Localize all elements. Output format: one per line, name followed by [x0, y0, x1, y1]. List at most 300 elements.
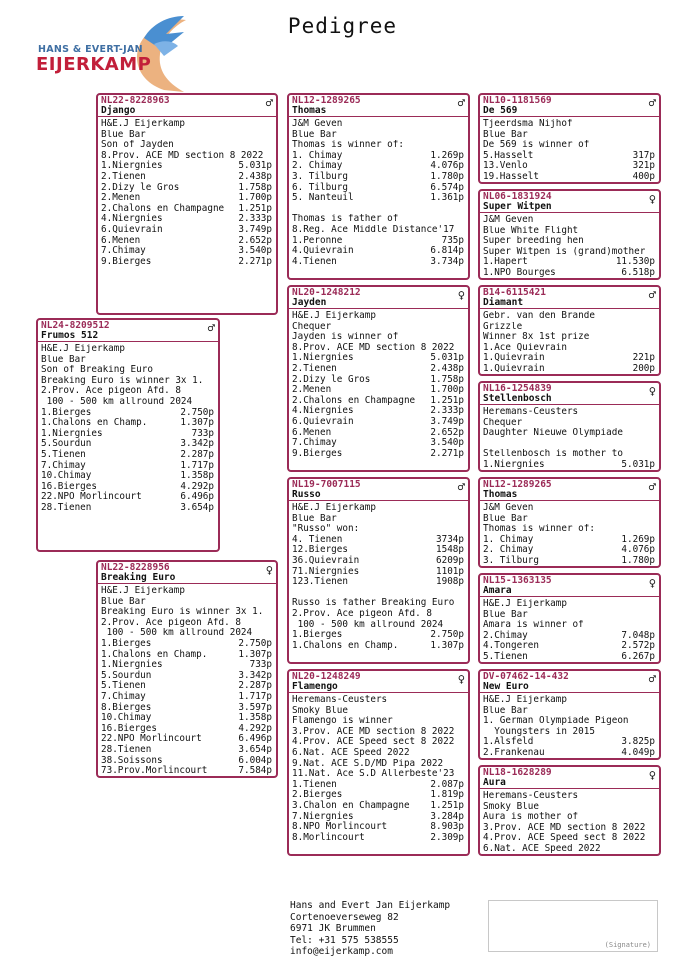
card-header — [480, 95, 659, 117]
race-name: 1.Hapert — [483, 256, 528, 268]
race-prize: 2.309p — [430, 831, 464, 843]
info-line: Blue Bar — [483, 609, 528, 620]
race-name: 2.Menen — [292, 384, 332, 396]
result-row — [483, 748, 655, 759]
race-name: 28.Tienen — [101, 743, 152, 755]
pigeon-name: Thomas — [292, 105, 327, 116]
info-line: 100 - 500 km allround 2024 — [292, 619, 444, 630]
signature-label: (Signature) — [604, 941, 651, 949]
race-prize: 1.819p — [430, 789, 464, 801]
sex-symbol-icon: ♂ — [648, 480, 656, 494]
pedigree-card-breaking-euro — [96, 560, 278, 778]
info-line: Thomas is winner of: — [483, 524, 595, 535]
race-name: 2.Dizy le Gros — [292, 373, 371, 385]
race-name: 4.Quievrain — [292, 245, 354, 257]
race-prize: 3.654p — [238, 743, 272, 755]
info-line: 1.Ace Quievrain — [483, 342, 567, 353]
info-line: Son of Breaking Euro — [41, 365, 153, 376]
ring-number: NL06-1831924 — [483, 191, 552, 202]
race-prize: 2.652p — [238, 234, 272, 246]
race-name: 5.Tienen — [101, 680, 146, 692]
race-prize: 1.251p — [430, 799, 464, 811]
card-body — [289, 309, 468, 461]
ring-number: NL10-1181569 — [483, 95, 552, 106]
race-prize: 2.438p — [430, 362, 464, 374]
info-line: Daughter Nieuwe Olympiade — [483, 428, 623, 439]
card-header — [480, 575, 659, 597]
card-body — [38, 342, 218, 516]
race-prize: 200p — [632, 362, 655, 374]
info-line: 8.Reg. Ace Middle Distance'17 — [292, 224, 455, 235]
race-name: 1.Chalons en Champ. — [292, 639, 399, 651]
sex-symbol-icon: ♀ — [648, 768, 656, 782]
result-row — [292, 801, 464, 812]
race-name: 1.Bierges — [292, 629, 343, 641]
race-name: 7.Chimay — [101, 245, 146, 257]
card-header — [289, 671, 468, 693]
race-prize: 5.031p — [621, 458, 655, 470]
info-line: H&E.J Eijerkamp — [101, 586, 185, 596]
pigeon-name: Jayden — [292, 297, 327, 308]
result-row — [41, 450, 214, 461]
info-line: 2.Prov. Ace pigeon Afd. 8 — [292, 608, 432, 619]
race-name: 19.Hasselt — [483, 170, 539, 182]
info-line: J&M Geven — [483, 215, 534, 225]
race-prize: 1.361p — [430, 192, 464, 204]
info-line: Blue Bar — [101, 129, 146, 140]
result-row — [292, 193, 464, 204]
pedigree-card-diamant — [478, 285, 661, 376]
race-name: 22.NPO Morlincourt — [41, 491, 142, 503]
race-name: 1.Alsfeld — [483, 736, 534, 748]
race-prize: 321p — [632, 160, 655, 172]
card-header — [480, 767, 659, 789]
result-row — [292, 556, 464, 567]
race-name: 8.Morlincourt — [292, 831, 365, 843]
race-name: 9.Bierges — [292, 447, 343, 459]
race-name: 4.Niergnies — [292, 405, 354, 417]
race-prize: 6.496p — [238, 733, 272, 745]
info-line: Chequer — [292, 321, 332, 332]
result-row — [101, 225, 272, 236]
race-prize: 3.749p — [430, 415, 464, 427]
race-prize: 4.076p — [430, 160, 464, 172]
info-line: Chequer — [483, 417, 523, 428]
race-prize: 5.031p — [430, 352, 464, 364]
sex-symbol-icon: ♂ — [457, 480, 465, 494]
pedigree-card-flamengo — [287, 669, 470, 856]
info-line: H&E.J Eijerkamp — [292, 503, 376, 513]
pedigree-card-super-witpen — [478, 189, 661, 280]
info-line: 100 - 500 km allround 2024 — [101, 628, 253, 639]
race-name: 1.Peronne — [292, 234, 343, 246]
card-header — [480, 191, 659, 213]
card-body — [480, 597, 659, 664]
info-line: H&E.J Eijerkamp — [483, 599, 567, 609]
race-prize: 7.048p — [621, 629, 655, 641]
breeder-name: Hans and Evert Jan Eijerkamp — [290, 900, 451, 911]
signature-box[interactable] — [488, 900, 658, 952]
ring-number: DV-07462-14-432 — [483, 671, 569, 682]
spacer — [292, 204, 464, 215]
race-name: 5. Nanteuil — [292, 192, 354, 204]
race-name: 1.Tienen — [292, 778, 337, 790]
info-line: Blue White Flight — [483, 225, 579, 236]
pigeon-name: Flamengo — [292, 681, 338, 692]
race-name: 13.Venlo — [483, 160, 528, 172]
info-line: Flamengo is winner — [292, 716, 393, 727]
info-line: De 569 is winner of — [483, 140, 590, 151]
pedigree-card-new-euro — [478, 669, 661, 760]
info-line: 4.Prov. ACE Speed sect 8 2022 — [483, 833, 646, 844]
card-body — [98, 584, 276, 778]
card-body — [480, 117, 659, 184]
info-line: Super Witpen is (grand)mother — [483, 246, 646, 257]
result-row — [483, 652, 655, 663]
race-name: 2. Chimay — [483, 544, 534, 556]
info-line: H&E.J Eijerkamp — [41, 344, 125, 354]
card-header — [480, 383, 659, 405]
pigeon-name: Super Witpen — [483, 201, 552, 212]
card-body — [289, 117, 468, 269]
race-prize: 1.717p — [238, 690, 272, 702]
sex-symbol-icon: ♀ — [457, 288, 465, 302]
race-name: 2.Frankenau — [483, 746, 545, 758]
card-header — [289, 95, 468, 117]
race-prize: 1.358p — [180, 470, 214, 482]
race-prize: 317p — [632, 149, 655, 161]
race-prize: 1.780p — [430, 170, 464, 182]
info-line: Smoky Blue — [292, 705, 348, 716]
spacer — [483, 439, 655, 450]
ring-number: NL20-1248212 — [292, 287, 361, 298]
race-prize: 7.584p — [238, 765, 272, 777]
race-name: 1.Niergnies — [292, 352, 354, 364]
race-name: 73.Prov.Morlincourt — [101, 765, 208, 777]
race-name: 6.Menen — [101, 234, 141, 246]
result-row — [101, 745, 272, 756]
info-line: Stellenbosch is mother to — [483, 449, 623, 460]
race-prize: 4.076p — [621, 544, 655, 556]
race-prize: 6.574p — [430, 181, 464, 193]
info-line: Breaking Euro is winner 3x 1. — [101, 607, 264, 618]
info-line: Amara is winner of — [483, 620, 584, 631]
pigeon-name: Frumos 512 — [41, 330, 99, 341]
result-row — [483, 556, 655, 567]
race-name: 2.Chalons en Champagne — [101, 202, 225, 214]
info-line: Breaking Euro is winner 3x 1. — [41, 375, 204, 386]
result-row — [101, 692, 272, 703]
card-body — [289, 501, 468, 653]
breeder-email[interactable]: info@eijerkamp.com — [290, 946, 393, 958]
sex-symbol-icon: ♀ — [648, 576, 656, 590]
race-name: 3.Chalon en Champagne — [292, 799, 410, 811]
race-prize: 3.540p — [430, 437, 464, 449]
race-prize: 2.271p — [238, 255, 272, 267]
info-line: Gebr. van den Brande — [483, 311, 595, 321]
pedigree-card-frumos — [36, 318, 220, 552]
race-prize: 1908p — [436, 576, 464, 588]
race-name: 1. Chimay — [292, 149, 343, 161]
result-row — [292, 833, 464, 844]
card-header — [480, 479, 659, 501]
info-line: Blue Bar — [101, 596, 146, 607]
result-row — [101, 766, 272, 777]
breeder-address — [290, 900, 450, 958]
race-prize: 2.750p — [430, 629, 464, 641]
race-name: 12.Bierges — [292, 544, 348, 556]
race-prize: 1.307p — [180, 417, 214, 429]
info-line: 2.Prov. Ace pigeon Afd. 8 — [101, 617, 241, 628]
result-row — [292, 417, 464, 428]
race-name: 2.Bierges — [292, 789, 343, 801]
race-name: 3. Tilburg — [292, 170, 348, 182]
pigeon-name: Aura — [483, 777, 506, 788]
info-line: Heremans-Ceusters — [483, 791, 579, 801]
race-prize: 6.004p — [238, 754, 272, 766]
info-line: Son of Jayden — [101, 140, 174, 151]
result-row — [101, 257, 272, 268]
race-prize: 733p — [249, 659, 272, 671]
race-prize: 1548p — [436, 544, 464, 556]
race-prize: 3.597p — [238, 701, 272, 713]
race-name: 1.Bierges — [101, 637, 152, 649]
ring-number: NL24-8209512 — [41, 320, 110, 331]
race-name: 7.Chimay — [292, 437, 337, 449]
race-name: 4. Tienen — [292, 533, 343, 545]
result-row — [292, 641, 464, 652]
race-prize: 3.825p — [621, 736, 655, 748]
info-line: Thomas is father of — [292, 214, 399, 225]
race-name: 6.Menen — [292, 426, 332, 438]
result-row — [292, 172, 464, 183]
ring-number: B14-6115421 — [483, 287, 546, 298]
info-line: Heremans-Ceusters — [483, 407, 579, 417]
race-prize: 2.287p — [180, 448, 214, 460]
race-prize: 3.654p — [180, 501, 214, 513]
race-name: 4.Tongeren — [483, 640, 539, 652]
info-line: Blue Bar — [483, 705, 528, 716]
info-line: Blue Bar — [41, 354, 86, 365]
card-header — [38, 320, 218, 342]
card-header — [289, 479, 468, 501]
pedigree-card-thomas-sire — [287, 93, 470, 280]
race-prize: 1.758p — [430, 373, 464, 385]
race-prize: 2.271p — [430, 447, 464, 459]
race-name: 8.NPO Morlincourt — [292, 821, 388, 833]
race-name: 2.Chimay — [483, 629, 528, 641]
card-body — [480, 693, 659, 760]
race-name: 1.Chalons en Champ. — [41, 417, 148, 429]
race-name: 7.Chimay — [41, 459, 86, 471]
pedigree-card-jayden — [287, 285, 470, 472]
race-prize: 2.287p — [238, 680, 272, 692]
race-prize: 3.749p — [238, 223, 272, 235]
race-prize: 2.750p — [180, 406, 214, 418]
info-line: Smoky Blue — [483, 801, 539, 812]
race-prize: 4.292p — [238, 722, 272, 734]
race-name: 6.Quievrain — [292, 415, 354, 427]
info-line: Super breeding hen — [483, 236, 584, 247]
info-line: Blue Bar — [483, 129, 528, 140]
info-line: 9.Nat. ACE S.D/MD Pipa 2022 — [292, 758, 444, 769]
race-name: 1.Quievrain — [483, 352, 545, 364]
result-row — [292, 449, 464, 460]
card-body — [480, 405, 659, 472]
info-line: 100 - 500 km allround 2024 — [41, 396, 193, 407]
result-row — [101, 639, 272, 650]
ring-number: NL12-1289265 — [483, 479, 552, 490]
race-name: 9.Bierges — [101, 255, 152, 267]
card-header — [98, 95, 276, 117]
result-row — [292, 364, 464, 375]
info-line: Tjeerdsma Nijhof — [483, 119, 573, 129]
info-line: 6.Nat. ACE Speed 2022 — [292, 747, 410, 758]
race-prize: 1101p — [436, 565, 464, 577]
race-name: 28.Tienen — [41, 501, 92, 513]
info-line: Russo is father Breaking Euro — [292, 598, 455, 609]
race-prize: 4.049p — [621, 746, 655, 758]
sex-symbol-icon: ♂ — [207, 321, 215, 335]
race-name: 6.Quievrain — [101, 223, 163, 235]
race-prize: 6.814p — [430, 245, 464, 257]
sex-symbol-icon: ♀ — [648, 384, 656, 398]
pigeon-name: De 569 — [483, 105, 518, 116]
breeder-street: Cortenoeverseweg 82 — [290, 911, 399, 923]
sex-symbol-icon: ♂ — [457, 96, 465, 110]
pigeon-name: Diamant — [483, 297, 524, 308]
card-body — [480, 213, 659, 280]
race-name: 16.Bierges — [41, 480, 97, 492]
race-prize: 1.780p — [621, 554, 655, 566]
sex-symbol-icon: ♂ — [648, 672, 656, 686]
pigeon-name: Thomas — [483, 489, 518, 500]
pedigree-card-amara — [478, 573, 661, 664]
race-prize: 2.438p — [238, 170, 272, 182]
page-title: Pedigree — [287, 14, 398, 38]
ring-number: NL12-1289265 — [292, 95, 361, 106]
ring-number: NL22-8228956 — [101, 562, 170, 573]
ring-number: NL20-1248249 — [292, 671, 361, 682]
info-line: 2.Prov. Ace pigeon Afd. 8 — [41, 386, 181, 397]
race-prize: 1.717p — [180, 459, 214, 471]
sex-symbol-icon: ♀ — [648, 192, 656, 206]
race-name: 7.Niergnies — [292, 810, 354, 822]
sex-symbol-icon: ♂ — [265, 96, 273, 110]
pigeon-name: Russo — [292, 489, 321, 500]
card-header — [480, 671, 659, 693]
race-name: 4.Tienen — [292, 255, 337, 267]
race-prize: 4.292p — [180, 480, 214, 492]
card-header — [480, 287, 659, 309]
race-name: 5.Tienen — [41, 448, 86, 460]
race-name: 5.Tienen — [483, 650, 528, 662]
race-name: 3. Tilburg — [483, 554, 539, 566]
race-prize: 3.342p — [180, 438, 214, 450]
pigeon-name: Breaking Euro — [101, 572, 176, 583]
pigeon-name: Amara — [483, 585, 512, 596]
race-name: 8.Bierges — [101, 701, 152, 713]
logo-line-1: HANS & EVERT-JAN — [38, 44, 143, 55]
race-prize: 2.333p — [430, 405, 464, 417]
info-line: Youngsters in 2015 — [483, 726, 595, 737]
race-prize: 1.700p — [430, 384, 464, 396]
info-line: 6.Nat. ACE Speed 2022 — [483, 843, 601, 854]
race-prize: 1.758p — [238, 181, 272, 193]
card-header — [289, 287, 468, 309]
race-name: 1.Niergnies — [41, 427, 103, 439]
info-line: Heremans-Ceusters — [292, 695, 388, 705]
pedigree-card-aura — [478, 765, 661, 856]
race-name: 6. Tilburg — [292, 181, 348, 193]
race-name: 36.Quievrain — [292, 554, 360, 566]
info-line: H&E.J Eijerkamp — [483, 695, 567, 705]
race-prize: 6.267p — [621, 650, 655, 662]
info-line: 8.Prov. ACE MD section 8 2022 — [292, 342, 455, 353]
info-line: Aura is mother of — [483, 812, 579, 823]
race-name: 7.Chimay — [101, 690, 146, 702]
result-row — [101, 172, 272, 183]
race-name: 1.Bierges — [41, 406, 92, 418]
race-prize: 3.734p — [430, 255, 464, 267]
info-line: 3.Prov. ACE MD section 8 2022 — [483, 822, 646, 833]
race-prize: 2.750p — [238, 637, 272, 649]
result-row — [292, 577, 464, 588]
race-name: 4.Niergnies — [101, 213, 163, 225]
race-prize: 2.572p — [621, 640, 655, 652]
race-prize: 3734p — [436, 533, 464, 545]
race-name: 71.Niergnies — [292, 565, 360, 577]
race-name: 2.Tienen — [292, 362, 337, 374]
sex-symbol-icon: ♀ — [265, 563, 273, 577]
race-prize: 1.358p — [238, 712, 272, 724]
info-line: Grizzle — [483, 321, 523, 332]
race-prize: 2.652p — [430, 426, 464, 438]
pedigree-card-de-569 — [478, 93, 661, 184]
race-prize: 221p — [632, 352, 655, 364]
race-prize: 6.518p — [621, 266, 655, 278]
ring-number: NL19-7007115 — [292, 479, 361, 490]
brand-logo — [34, 10, 224, 98]
race-prize: 3.342p — [238, 669, 272, 681]
card-body — [289, 693, 468, 845]
race-prize: 3.284p — [430, 810, 464, 822]
sex-symbol-icon: ♂ — [648, 96, 656, 110]
sex-symbol-icon: ♂ — [648, 288, 656, 302]
info-line: J&M Geven — [483, 503, 534, 513]
info-line: Thomas is winner of: — [292, 140, 404, 151]
card-header — [98, 562, 276, 584]
result-row — [483, 364, 655, 375]
race-prize: 11.530p — [615, 256, 655, 268]
race-prize: 2.087p — [430, 778, 464, 790]
result-row — [483, 268, 655, 279]
info-line: 3.Prov. ACE MD section 8 2022 — [292, 726, 455, 737]
info-line: 11.Nat. Ace S.D Allerbeste'23 — [292, 769, 455, 780]
card-body — [480, 501, 659, 568]
info-line: Winner 8x 1st prize — [483, 332, 590, 343]
info-line: 8.Prov. ACE MD section 8 2022 — [101, 150, 264, 161]
race-name: 1.Chalons en Champ. — [101, 648, 208, 660]
race-prize: 1.700p — [238, 192, 272, 204]
pigeon-name: Stellenbosch — [483, 393, 552, 404]
pedigree-card-thomas — [478, 477, 661, 568]
ring-number: NL16-1254839 — [483, 383, 552, 394]
race-name: 38.Soissons — [101, 754, 163, 766]
race-name: 5.Hasselt — [483, 149, 534, 161]
race-name: 1.Niergnies — [483, 458, 545, 470]
race-name: 1. Chimay — [483, 533, 534, 545]
